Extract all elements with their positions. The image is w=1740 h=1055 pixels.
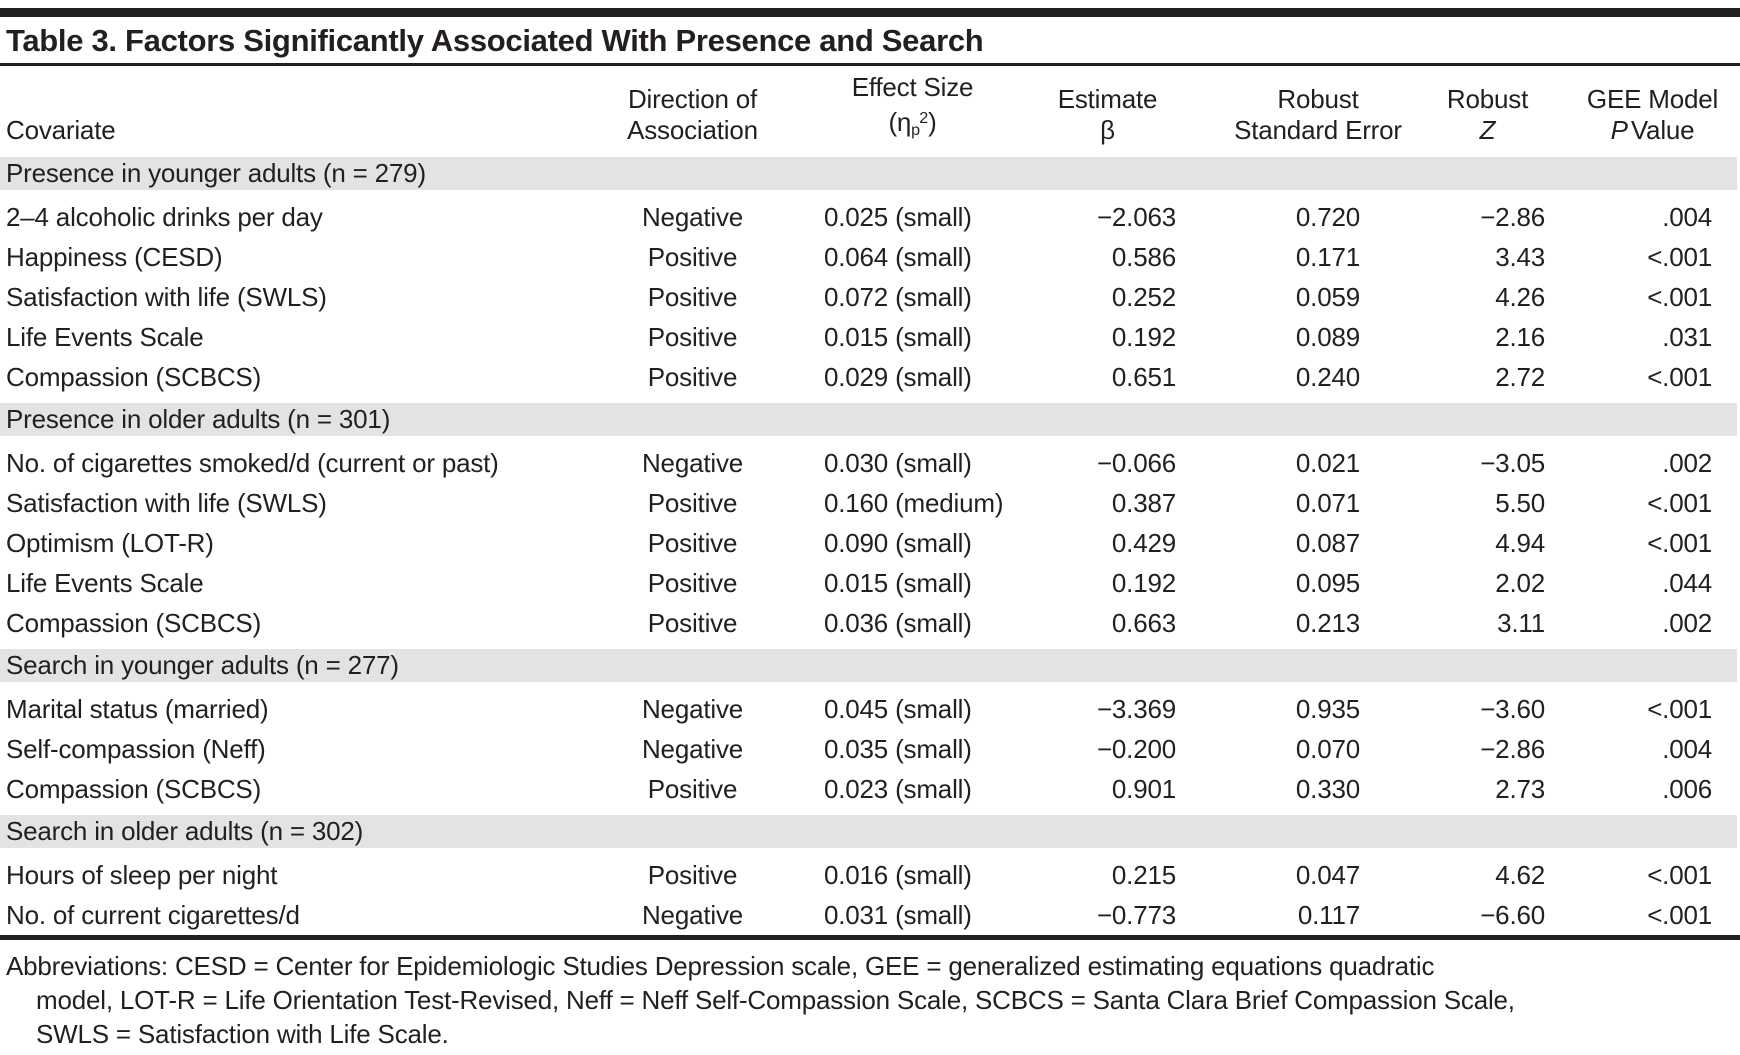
column-header-robust-z (1410, 66, 1565, 154)
estimate-cell: −0.773 (1096, 900, 1176, 931)
header-row (0, 66, 1740, 154)
table-row (0, 686, 1740, 730)
effect-size-cell: 0.090 (small) (824, 528, 972, 559)
section-header-row (0, 646, 1740, 686)
robust-z-cell: 5.50 (1495, 488, 1545, 519)
table-row (0, 483, 1740, 523)
footnote-line: model, LOT-R = Life Orientation Test-Revised, Neff = Neff Self-Compassion Scale, SCBCS = Santa Clara Brief Compassion Scale, (36, 985, 1515, 1016)
robust-se-cell: 0.089 (1295, 322, 1360, 353)
value-label: Value (1630, 115, 1695, 146)
estimate-cell: 0.901 (1111, 774, 1176, 805)
p-value-cell: .002 (1662, 448, 1712, 479)
direction-cell: Positive (647, 608, 738, 639)
covariate-cell: No. of cigarettes smoked/d (current or past) (6, 448, 499, 479)
estimate-cell: −0.200 (1096, 734, 1176, 765)
p-value-cell: <.001 (1647, 282, 1712, 313)
estimate-cell: 0.215 (1111, 860, 1176, 891)
effect-size-cell: 0.023 (small) (824, 774, 972, 805)
table-row (0, 194, 1740, 238)
estimate-cell: 0.252 (1111, 282, 1176, 313)
estimate-cell: 0.429 (1111, 528, 1176, 559)
table-row (0, 852, 1740, 896)
estimate-cell: 0.192 (1111, 568, 1176, 599)
table-row (0, 895, 1740, 935)
p-value-cell: <.001 (1647, 242, 1712, 273)
p-symbol: P (1610, 115, 1628, 146)
column-header-direction (585, 66, 800, 154)
p-value-cell: .004 (1662, 734, 1712, 765)
direction-cell: Positive (647, 242, 738, 273)
robust-se-cell: 0.071 (1295, 488, 1360, 519)
eta-subscript: p (911, 121, 920, 140)
robust-z-cell: −2.86 (1480, 734, 1545, 765)
estimate-header-line2: β (1100, 115, 1115, 146)
robust-se-cell: 0.720 (1295, 202, 1360, 233)
direction-cell: Positive (647, 774, 738, 805)
gee-header-line2 (1565, 115, 1740, 146)
covariate-cell: Satisfaction with life (SWLS) (6, 488, 327, 519)
robust-se-cell: 0.021 (1295, 448, 1360, 479)
covariate-cell: Life Events Scale (6, 568, 204, 599)
column-header-estimate (1025, 66, 1190, 154)
robust-se-cell: 0.059 (1295, 282, 1360, 313)
table-body (0, 154, 1740, 935)
effect-size-cell: 0.029 (small) (824, 362, 972, 393)
table-row (0, 357, 1740, 400)
covariate-cell: Life Events Scale (6, 322, 204, 353)
p-value-cell: .004 (1662, 202, 1712, 233)
covariate-cell: Satisfaction with life (SWLS) (6, 282, 327, 313)
robust-se-header-line1: Robust (1277, 84, 1359, 115)
section-header-label: Search in older adults (n = 302) (0, 812, 1740, 852)
footnote-line: SWLS = Satisfaction with Life Scale. (36, 1019, 449, 1050)
top-rule (0, 8, 1740, 17)
estimate-cell: 0.192 (1111, 322, 1176, 353)
covariate-cell: Marital status (married) (6, 694, 269, 725)
direction-cell: Negative (641, 448, 744, 479)
column-header-robust-se (1190, 66, 1410, 154)
robust-z-cell: 3.43 (1495, 242, 1545, 273)
effect-size-cell: 0.030 (small) (824, 448, 972, 479)
direction-cell: Negative (641, 734, 744, 765)
p-value-cell: .044 (1662, 568, 1712, 599)
table-footnote (0, 940, 1740, 1055)
covariate-cell: Happiness (CESD) (6, 242, 223, 273)
effect-size-cell: 0.045 (small) (824, 694, 972, 725)
column-header-p-value (1565, 66, 1740, 154)
covariate-cell: Compassion (SCBCS) (6, 608, 262, 639)
covariate-cell: Compassion (SCBCS) (6, 774, 262, 805)
robust-se-cell: 0.240 (1295, 362, 1360, 393)
robust-se-cell: 0.047 (1295, 860, 1360, 891)
footnote-line: Abbreviations: CESD = Center for Epidemiologic Studies Depression scale, GEE = generalized estimating equations quadratic (6, 951, 1435, 982)
effect-size-cell: 0.025 (small) (824, 202, 972, 233)
robust-z-cell: 4.94 (1495, 528, 1545, 559)
robust-se-cell: 0.087 (1295, 528, 1360, 559)
estimate-cell: −0.066 (1096, 448, 1176, 479)
table-row (0, 277, 1740, 317)
direction-cell: Positive (647, 282, 738, 313)
column-header-effect-size (800, 66, 1025, 154)
effect-size-cell: 0.031 (small) (824, 900, 972, 931)
p-value-cell: .006 (1662, 774, 1712, 805)
covariate-cell: Optimism (LOT-R) (6, 528, 214, 559)
section-header-label: Search in younger adults (n = 277) (0, 646, 1740, 686)
table-row (0, 440, 1740, 484)
table-row (0, 317, 1740, 357)
p-value-cell: <.001 (1647, 860, 1712, 891)
effect-size-cell: 0.160 (medium) (824, 488, 1004, 519)
robust-se-cell: 0.117 (1297, 900, 1360, 931)
covariate-cell: 2–4 alcoholic drinks per day (6, 202, 323, 233)
section-header-label: Presence in older adults (n = 301) (0, 400, 1740, 440)
robust-z-cell: 2.73 (1495, 774, 1545, 805)
estimate-cell: 0.651 (1111, 362, 1176, 393)
section-header-label: Presence in younger adults (n = 279) (0, 154, 1740, 194)
robust-se-cell: 0.213 (1295, 608, 1360, 639)
effect-size-cell: 0.035 (small) (824, 734, 972, 765)
estimate-cell: 0.387 (1111, 488, 1176, 519)
p-value-cell: .002 (1662, 608, 1712, 639)
effect-size-cell: 0.015 (small) (824, 322, 972, 353)
covariate-cell: Compassion (SCBCS) (6, 362, 262, 393)
covariate-cell: Self-compassion (Neff) (6, 734, 266, 765)
section-header-row (0, 400, 1740, 440)
estimate-cell: 0.586 (1111, 242, 1176, 273)
column-header-covariate (0, 66, 585, 154)
table-row (0, 769, 1740, 812)
estimate-header-line1: Estimate (1057, 84, 1158, 115)
effect-size-header-line1: Effect Size (851, 72, 974, 102)
p-value-cell: <.001 (1647, 362, 1712, 393)
factors-table (0, 66, 1740, 935)
direction-cell: Positive (647, 322, 738, 353)
robust-z-cell: 4.62 (1495, 860, 1545, 891)
section-header-row (0, 154, 1740, 194)
direction-header-line2: Association (627, 115, 758, 146)
direction-cell: Positive (647, 568, 738, 599)
covariate-cell: No. of current cigarettes/d (6, 900, 300, 931)
robust-z-header-line1: Robust (1446, 84, 1529, 115)
table-row (0, 563, 1740, 603)
p-value-cell: .031 (1662, 322, 1712, 353)
table-row (0, 729, 1740, 769)
covariate-cell: Hours of sleep per night (6, 860, 278, 891)
paren-close: ) (928, 107, 937, 138)
table-row (0, 237, 1740, 277)
robust-z-cell: −2.86 (1480, 202, 1545, 233)
section-header-row (0, 812, 1740, 852)
table-row (0, 523, 1740, 563)
table-title: Table 3. Factors Significantly Associated With Presence and Search (6, 23, 984, 58)
robust-z-cell: 3.11 (1497, 608, 1545, 639)
effect-size-cell: 0.036 (small) (824, 608, 972, 639)
covariate-header-label: Covariate (6, 115, 116, 146)
robust-se-cell: 0.095 (1295, 568, 1360, 599)
estimate-cell: −2.063 (1096, 202, 1176, 233)
p-value-cell: <.001 (1647, 528, 1712, 559)
p-value-cell: <.001 (1647, 900, 1712, 931)
p-value-cell: <.001 (1647, 694, 1712, 725)
robust-se-cell: 0.935 (1295, 694, 1360, 725)
gee-header-line1: GEE Model (1586, 84, 1719, 115)
robust-z-cell: 4.26 (1495, 282, 1545, 313)
direction-cell: Negative (641, 694, 744, 725)
table-row (0, 603, 1740, 646)
effect-size-cell: 0.015 (small) (824, 568, 972, 599)
robust-z-header-line2: Z (1479, 115, 1496, 146)
table-header (0, 66, 1740, 154)
direction-cell: Positive (647, 528, 738, 559)
robust-z-cell: 2.02 (1495, 568, 1545, 599)
robust-z-cell: 2.72 (1495, 362, 1545, 393)
direction-cell: Negative (641, 900, 744, 931)
effect-size-cell: 0.064 (small) (824, 242, 972, 273)
effect-size-header-line2 (800, 103, 1025, 146)
robust-se-cell: 0.070 (1295, 734, 1360, 765)
robust-se-cell: 0.171 (1295, 242, 1360, 273)
direction-cell: Negative (641, 202, 744, 233)
effect-size-cell: 0.072 (small) (824, 282, 972, 313)
direction-cell: Positive (647, 362, 738, 393)
eta-symbol: (η (888, 107, 912, 138)
direction-cell: Positive (647, 860, 738, 891)
estimate-cell: 0.663 (1111, 608, 1176, 639)
estimate-cell: −3.369 (1096, 694, 1176, 725)
robust-z-cell: −3.60 (1480, 694, 1545, 725)
robust-z-cell: −6.60 (1480, 900, 1545, 931)
robust-se-header-line2: Standard Error (1234, 115, 1402, 146)
direction-header-line1: Direction of (627, 84, 758, 115)
robust-se-cell: 0.330 (1295, 774, 1360, 805)
effect-size-cell: 0.016 (small) (824, 860, 972, 891)
p-value-cell: <.001 (1647, 488, 1712, 519)
robust-z-cell: 2.16 (1495, 322, 1545, 353)
robust-z-cell: −3.05 (1480, 448, 1545, 479)
direction-cell: Positive (647, 488, 738, 519)
eta-superscript: 2 (919, 109, 929, 127)
